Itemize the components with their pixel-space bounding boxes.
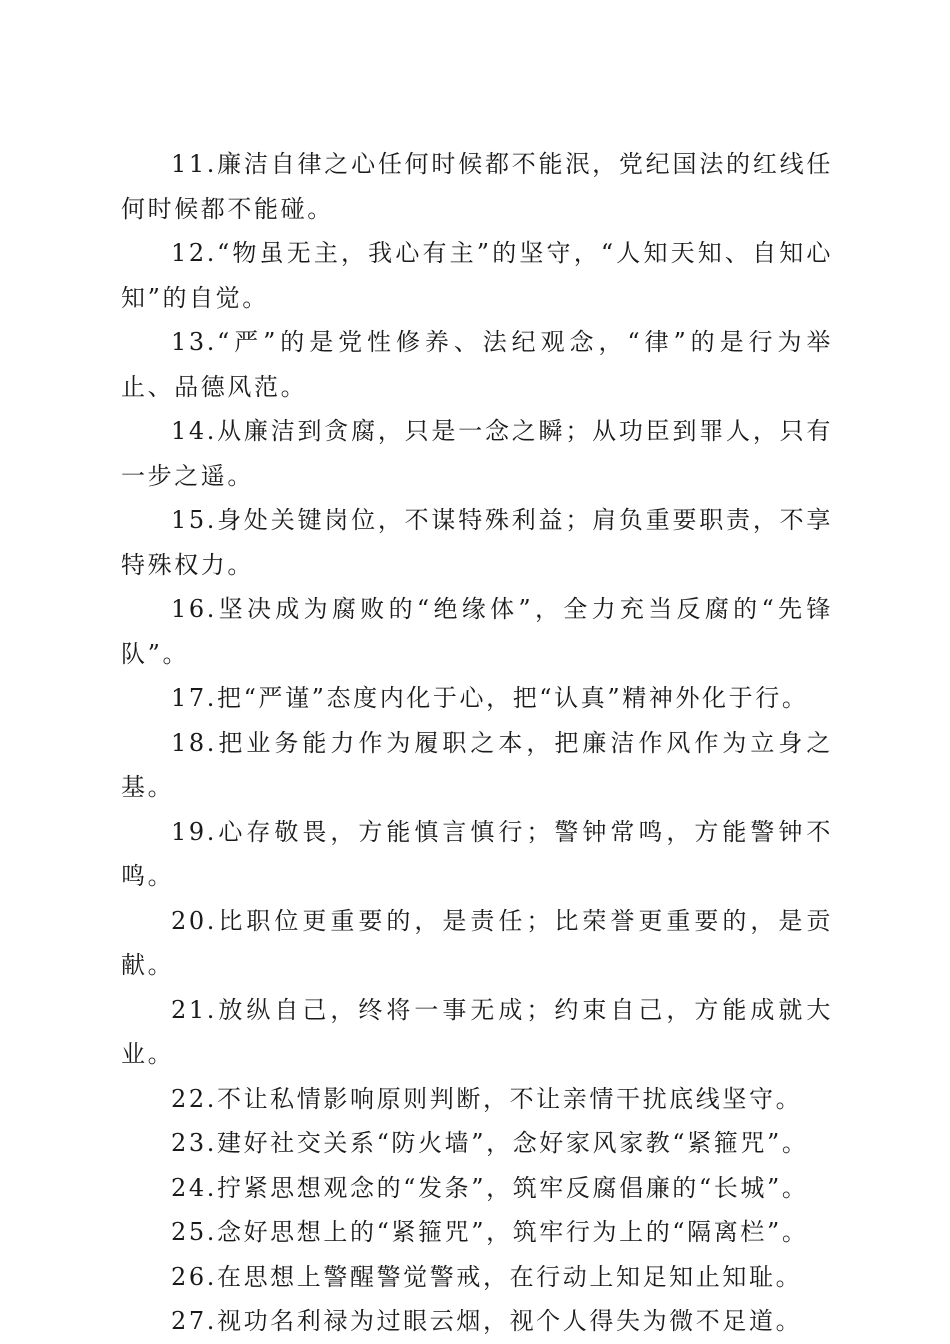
list-item: 12.“物虽无主，我心有主”的坚守，“人知天知、自知心知”的自觉。 [121,239,833,312]
list-item: 16.坚决成为腐败的“绝缘体”，全力充当反腐的“先锋队”。 [121,595,833,668]
list-item: 24.拧紧思想观念的“发条”，筑牢反腐倡廉的“长城”。 [171,1173,809,1202]
list-item: 18.把业务能力作为履职之本，把廉洁作风作为立身之基。 [121,728,833,801]
list-item: 23.建好社交关系“防火墙”，念好家风家教“紧箍咒”。 [171,1129,809,1157]
list-item: 21.放纵自己，终将一事无成；约束自己，方能成就大业。 [121,995,833,1068]
list-item: 22.不让私情影响原则判断，不让亲情干扰底线坚守。 [171,1084,803,1113]
list-item: 14.从廉洁到贪腐，只是一念之瞬；从功臣到罪人，只有一步之遥。 [121,417,833,490]
list-item: 25.念好思想上的“紧箍咒”，筑牢行为上的“隔离栏”。 [171,1218,809,1246]
list-item: 20.比职位更重要的，是责任；比荣誉更重要的，是贡献。 [121,906,833,979]
list-item: 13.“严”的是党性修养、法纪观念，“律”的是行为举止、品德风范。 [121,328,833,401]
list-item: 19.心存敬畏，方能慎言慎行；警钟常鸣，方能警钟不鸣。 [121,817,833,890]
list-item: 15.身处关键岗位，不谋特殊利益；肩负重要职责，不享特殊权力。 [121,506,833,579]
list-item: 27.视功名利禄为过眼云烟，视个人得失为微不足道。 [171,1307,803,1335]
document-body [121,142,833,1344]
list-item: 11.廉洁自律之心任何时候都不能泯，党纪国法的红线任何时候都不能碰。 [121,150,833,223]
list-item: 26.在思想上警醒警觉警戒，在行动上知足知止知耻。 [171,1262,803,1291]
list-item: 17.把“严谨”态度内化于心，把“认真”精神外化于行。 [171,684,809,712]
